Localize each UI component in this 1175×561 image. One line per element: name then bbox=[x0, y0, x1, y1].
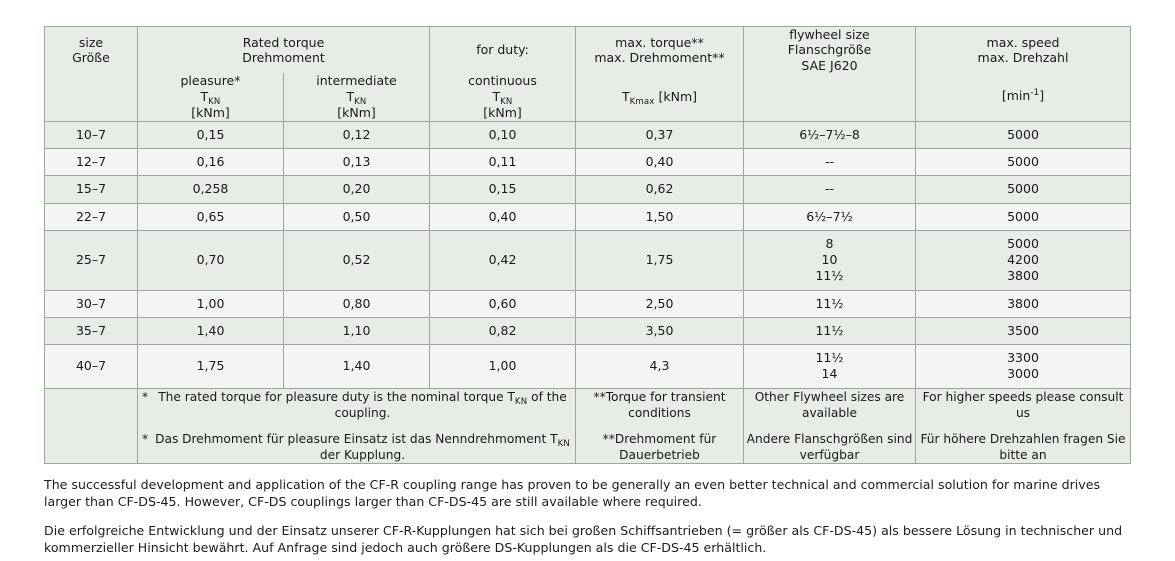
cell-intermediate: 1,40 bbox=[284, 345, 430, 389]
header-continuous-symbol-sub: KN bbox=[500, 96, 513, 107]
header-intermediate-label: intermediate bbox=[316, 72, 397, 88]
table-row bbox=[45, 317, 1131, 344]
header-pleasure-label: pleasure* bbox=[180, 72, 241, 88]
cell-max-torque: 3,50 bbox=[576, 317, 744, 344]
footnote-rated-torque-de-part2: der Kupplung. bbox=[319, 448, 406, 463]
header-continuous-label: continuous bbox=[468, 72, 537, 88]
cell-flywheel: -- bbox=[744, 149, 916, 176]
table-row bbox=[45, 203, 1131, 230]
header-flywheel-en: flywheel size bbox=[789, 27, 870, 42]
footnote-max-torque-de: **Drehmoment für Dauerbetrieb bbox=[602, 431, 717, 462]
footnote-max-torque-en: **Torque for transient conditions bbox=[593, 389, 726, 420]
cell-pleasure: 0,65 bbox=[138, 203, 284, 230]
header-size-en: size bbox=[78, 34, 104, 50]
cell-continuous: 0,82 bbox=[430, 317, 576, 344]
footnote-max-torque bbox=[576, 388, 744, 464]
header-rated-torque-en: Rated torque bbox=[242, 34, 325, 50]
cell-size: 22–7 bbox=[45, 203, 138, 230]
cell-max-torque: 4,3 bbox=[576, 345, 744, 389]
footnote-speed-de: Für höhere Drehzahlen fragen Sie bitte an bbox=[920, 431, 1126, 462]
header-max-speed-unit-exp: -1 bbox=[1030, 88, 1040, 99]
footnote-flywheel bbox=[744, 388, 916, 464]
coupling-specification-table bbox=[44, 26, 1131, 464]
cell-size: 12–7 bbox=[45, 149, 138, 176]
header-max-torque-de: max. Drehmoment** bbox=[594, 49, 725, 65]
footnote-rated-torque-en-text bbox=[151, 389, 574, 421]
footnote-rated-torque-en bbox=[138, 389, 575, 421]
cell-continuous: 0,60 bbox=[430, 290, 576, 317]
cell-max-torque: 0,37 bbox=[576, 121, 744, 148]
header-max-torque-en: max. torque** bbox=[615, 34, 704, 50]
description-paragraphs bbox=[44, 477, 1130, 557]
cell-pleasure: 1,00 bbox=[138, 290, 284, 317]
header-intermediate-symbol-t: T bbox=[346, 88, 355, 104]
header-flywheel-size bbox=[744, 27, 916, 73]
header-for-duty bbox=[430, 27, 576, 73]
header-size bbox=[45, 27, 138, 73]
cell-pleasure: 1,40 bbox=[138, 317, 284, 344]
table-footnotes-row bbox=[45, 388, 1131, 464]
header-rated-torque-de: Drehmoment bbox=[242, 49, 325, 65]
header-intermediate-symbol bbox=[284, 89, 429, 105]
table-row bbox=[45, 345, 1131, 389]
header-max-torque-symbol-sub: Kmax bbox=[629, 96, 655, 107]
header-intermediate bbox=[284, 73, 430, 122]
header-max-torque bbox=[576, 27, 744, 73]
cell-intermediate: 0,20 bbox=[284, 176, 430, 203]
header-pleasure-symbol bbox=[138, 89, 283, 105]
cell-continuous: 0,42 bbox=[430, 230, 576, 290]
footnote-rated-torque-en-part2: of the coupling. bbox=[334, 389, 567, 420]
cell-intermediate: 0,52 bbox=[284, 230, 430, 290]
footnote-flywheel-en: Other Flywheel sizes are available bbox=[754, 389, 905, 420]
cell-max-speed: 5000 4200 3800 bbox=[916, 230, 1131, 290]
footnote-star: * bbox=[141, 431, 149, 446]
table-header-sub-row bbox=[45, 73, 1131, 122]
cell-flywheel: 11½ bbox=[744, 317, 916, 344]
cell-intermediate: 0,12 bbox=[284, 121, 430, 148]
cell-max-speed: 5000 bbox=[916, 121, 1131, 148]
header-flywheel-standard: SAE J620 bbox=[801, 57, 858, 73]
header-continuous bbox=[430, 73, 576, 122]
header-continuous-unit: [kNm] bbox=[483, 104, 522, 120]
cell-max-torque: 2,50 bbox=[576, 290, 744, 317]
footnote-rated-torque-en-part1: The rated torque for pleasure duty is the nominal torque T bbox=[158, 389, 515, 404]
cell-max-torque: 1,75 bbox=[576, 230, 744, 290]
header-intermediate-unit: [kNm] bbox=[337, 104, 376, 120]
cell-intermediate: 0,13 bbox=[284, 149, 430, 176]
cell-continuous: 0,11 bbox=[430, 149, 576, 176]
table-header-top-row bbox=[45, 27, 1131, 73]
footnote-rated-torque-de-text bbox=[151, 431, 574, 463]
footnote-flywheel-de: Andere Flanschgrößen sind verfügbar bbox=[746, 431, 913, 462]
cell-max-speed: 3500 bbox=[916, 317, 1131, 344]
cell-flywheel: -- bbox=[744, 176, 916, 203]
cell-pleasure: 0,16 bbox=[138, 149, 284, 176]
paragraph-english: The successful development and application of the CF-R coupling range has proven to be generally an even better technical and commercial solution for marine drives larger than CF-DS-45. However, CF-DS couplings larger than CF-DS-45 are still available where required. bbox=[44, 477, 1101, 509]
table-row bbox=[45, 230, 1131, 290]
table-row bbox=[45, 149, 1131, 176]
cell-flywheel: 6½–7½ bbox=[744, 203, 916, 230]
cell-max-speed: 5000 bbox=[916, 176, 1131, 203]
header-max-speed-unit bbox=[916, 88, 1130, 105]
header-pleasure-symbol-t: T bbox=[200, 88, 209, 104]
header-max-torque-symbol-cell bbox=[576, 73, 744, 122]
cell-continuous: 0,40 bbox=[430, 203, 576, 230]
header-max-speed-unit-open: [min bbox=[1001, 88, 1031, 104]
cell-max-speed: 3300 3000 bbox=[916, 345, 1131, 389]
cell-intermediate: 1,10 bbox=[284, 317, 430, 344]
cell-continuous: 1,00 bbox=[430, 345, 576, 389]
cell-max-torque: 1,50 bbox=[576, 203, 744, 230]
cell-size: 40–7 bbox=[45, 345, 138, 389]
header-pleasure bbox=[138, 73, 284, 122]
header-rated-torque-group bbox=[138, 27, 430, 73]
cell-size: 15–7 bbox=[45, 176, 138, 203]
cell-max-torque: 0,62 bbox=[576, 176, 744, 203]
cell-continuous: 0,15 bbox=[430, 176, 576, 203]
cell-flywheel: 11½ bbox=[744, 290, 916, 317]
header-flywheel-de: Flanschgröße bbox=[787, 42, 872, 58]
table-row bbox=[45, 290, 1131, 317]
cell-size: 30–7 bbox=[45, 290, 138, 317]
cell-intermediate: 0,80 bbox=[284, 290, 430, 317]
cell-flywheel: 8 10 11½ bbox=[744, 230, 916, 290]
footnote-star: * bbox=[141, 389, 149, 404]
cell-max-speed: 3800 bbox=[916, 290, 1131, 317]
header-pleasure-unit: [kNm] bbox=[191, 104, 230, 120]
cell-intermediate: 0,50 bbox=[284, 203, 430, 230]
header-size-de: Größe bbox=[72, 49, 110, 65]
header-pleasure-symbol-sub: KN bbox=[208, 96, 221, 107]
cell-max-speed: 5000 bbox=[916, 149, 1131, 176]
header-for-duty-label: for duty: bbox=[476, 42, 529, 58]
cell-pleasure: 0,258 bbox=[138, 176, 284, 203]
header-max-speed-de: max. Drehzahl bbox=[977, 49, 1069, 65]
paragraph-german: Die erfolgreiche Entwicklung und der Einsatz unserer CF-R-Kupplungen hat sich bei großen Schiffsantrieben (= größer als CF-DS-45) als bessere Lösung in technischer und kommerzieller Hinsicht bewährt. Auf Anfrage sind jedoch auch größere DS-Kupplungen als die CF-DS-45 erhältlich. bbox=[44, 522, 1123, 555]
footnote-rated-torque-de bbox=[138, 431, 575, 463]
cell-max-torque: 0,40 bbox=[576, 149, 744, 176]
header-max-torque-symbol bbox=[576, 89, 743, 105]
header-max-speed-unit-cell bbox=[916, 73, 1131, 122]
cell-flywheel: 11½ 14 bbox=[744, 345, 916, 389]
header-continuous-symbol bbox=[430, 89, 575, 105]
footnote-rated-torque-de-part1: Das Drehmoment für pleasure Einsatz ist das Nenndrehmoment T bbox=[155, 431, 558, 446]
header-intermediate-symbol-sub: KN bbox=[354, 96, 367, 107]
header-max-speed bbox=[916, 27, 1131, 73]
footnote-speed bbox=[916, 388, 1131, 464]
footnote-rated-torque-de-sub: KN bbox=[557, 438, 570, 449]
footnote-rated-torque bbox=[138, 388, 576, 464]
header-max-speed-en: max. speed bbox=[986, 34, 1060, 50]
cell-pleasure: 1,75 bbox=[138, 345, 284, 389]
cell-pleasure: 0,15 bbox=[138, 121, 284, 148]
cell-size: 25–7 bbox=[45, 230, 138, 290]
table-row bbox=[45, 176, 1131, 203]
table-row bbox=[45, 121, 1131, 148]
cell-size: 10–7 bbox=[45, 121, 138, 148]
footnote-empty-cell bbox=[45, 388, 138, 464]
header-size-spacer bbox=[45, 73, 138, 122]
header-continuous-symbol-t: T bbox=[492, 88, 501, 104]
cell-continuous: 0,10 bbox=[430, 121, 576, 148]
cell-flywheel: 6½–7½–8 bbox=[744, 121, 916, 148]
header-max-speed-unit-close: ] bbox=[1039, 88, 1045, 104]
footnote-rated-torque-en-sub: KN bbox=[514, 396, 528, 407]
cell-size: 35–7 bbox=[45, 317, 138, 344]
cell-pleasure: 0,70 bbox=[138, 230, 284, 290]
header-max-torque-symbol-t: T bbox=[621, 88, 630, 104]
cell-max-speed: 5000 bbox=[916, 203, 1131, 230]
header-flywheel-spacer bbox=[744, 73, 916, 122]
header-max-torque-unit: [kNm] bbox=[654, 88, 698, 104]
footnote-speed-en: For higher speeds please consult us bbox=[922, 389, 1124, 420]
